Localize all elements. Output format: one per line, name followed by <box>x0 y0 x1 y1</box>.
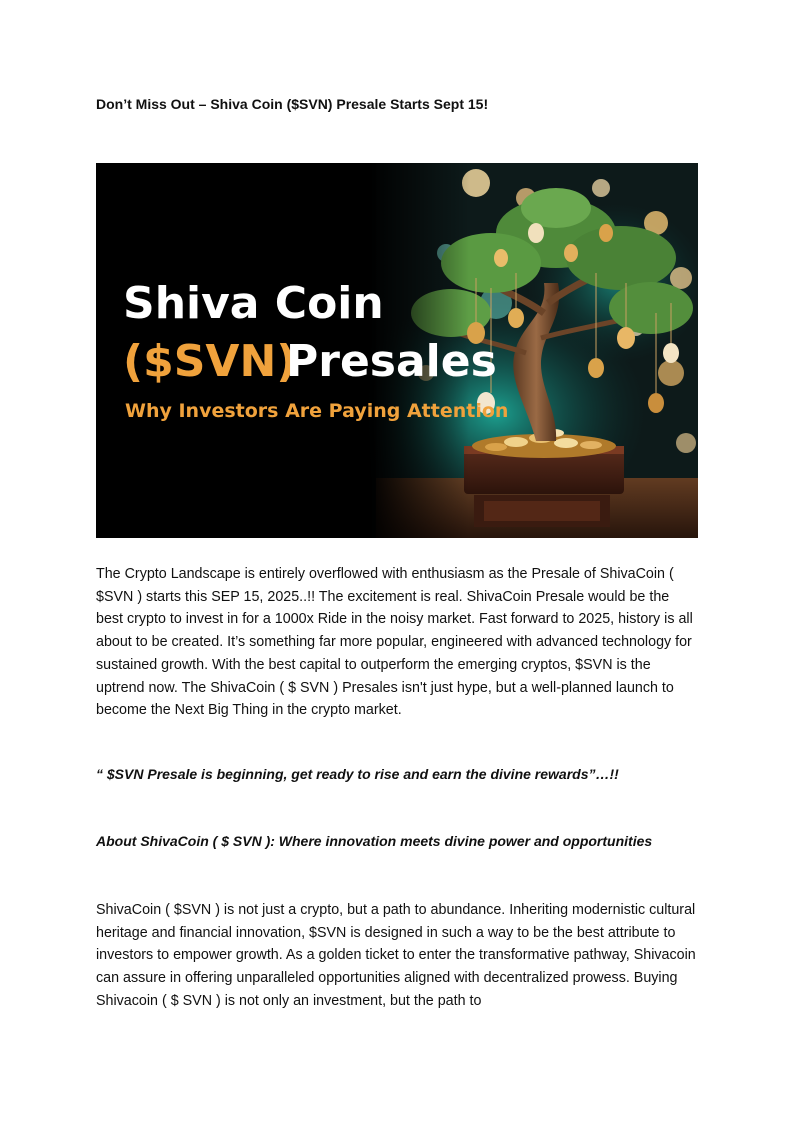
about-heading: About ShivaCoin ( $ SVN ): Where innovation meets divine power and opportunities <box>96 833 653 849</box>
banner-line2: Presales <box>286 336 497 387</box>
document-title: Don’t Miss Out – Shiva Coin ($SVN) Presale Starts Sept 15! <box>96 96 489 112</box>
banner-ticker: ($SVN) <box>123 336 297 387</box>
banner-image <box>96 163 698 538</box>
banner-tagline: Why Investors Are Paying Attention <box>125 400 509 422</box>
pull-quote: “ $SVN Presale is beginning, get ready to rise and earn the divine rewards”…!! <box>96 766 619 782</box>
banner-illustration <box>96 163 698 538</box>
intro-paragraph: The Crypto Landscape is entirely overflowed with enthusiasm as the Presale of ShivaCoin ( $SVN ) starts this SEP 15, 2025..!! The excitement is real. ShivaCoin Presale would be the best crypto to invest in for a 1000x Ride in the noisy market. Fast forward to 2025, history is all about to be created. It’s something far more popular, engineered with advanced technology for sustained growth. With the best capital to outperform the emerging cryptos, $SVN is the uptrend now. The ShivaCoin ( $ SVN ) Presales isn't just hype, but a well-planned launch to become the Next Big Thing in the crypto market. <box>96 566 693 719</box>
banner-line1: Shiva Coin <box>123 278 384 329</box>
about-paragraph: ShivaCoin ( $SVN ) is not just a crypto, but a path to abundance. Inheriting modernistic cultural heritage and financial innovation, $SVN is designed in such a way to be the best attribute to investors to empower growth. As a golden ticket to enter the transformative pathway, Shivacoin can assure in offering unparalleled opportunities aligned with decentralized prowess. Buying Shivacoin ( $ SVN ) is not only an investment, but the path to <box>96 902 696 1009</box>
